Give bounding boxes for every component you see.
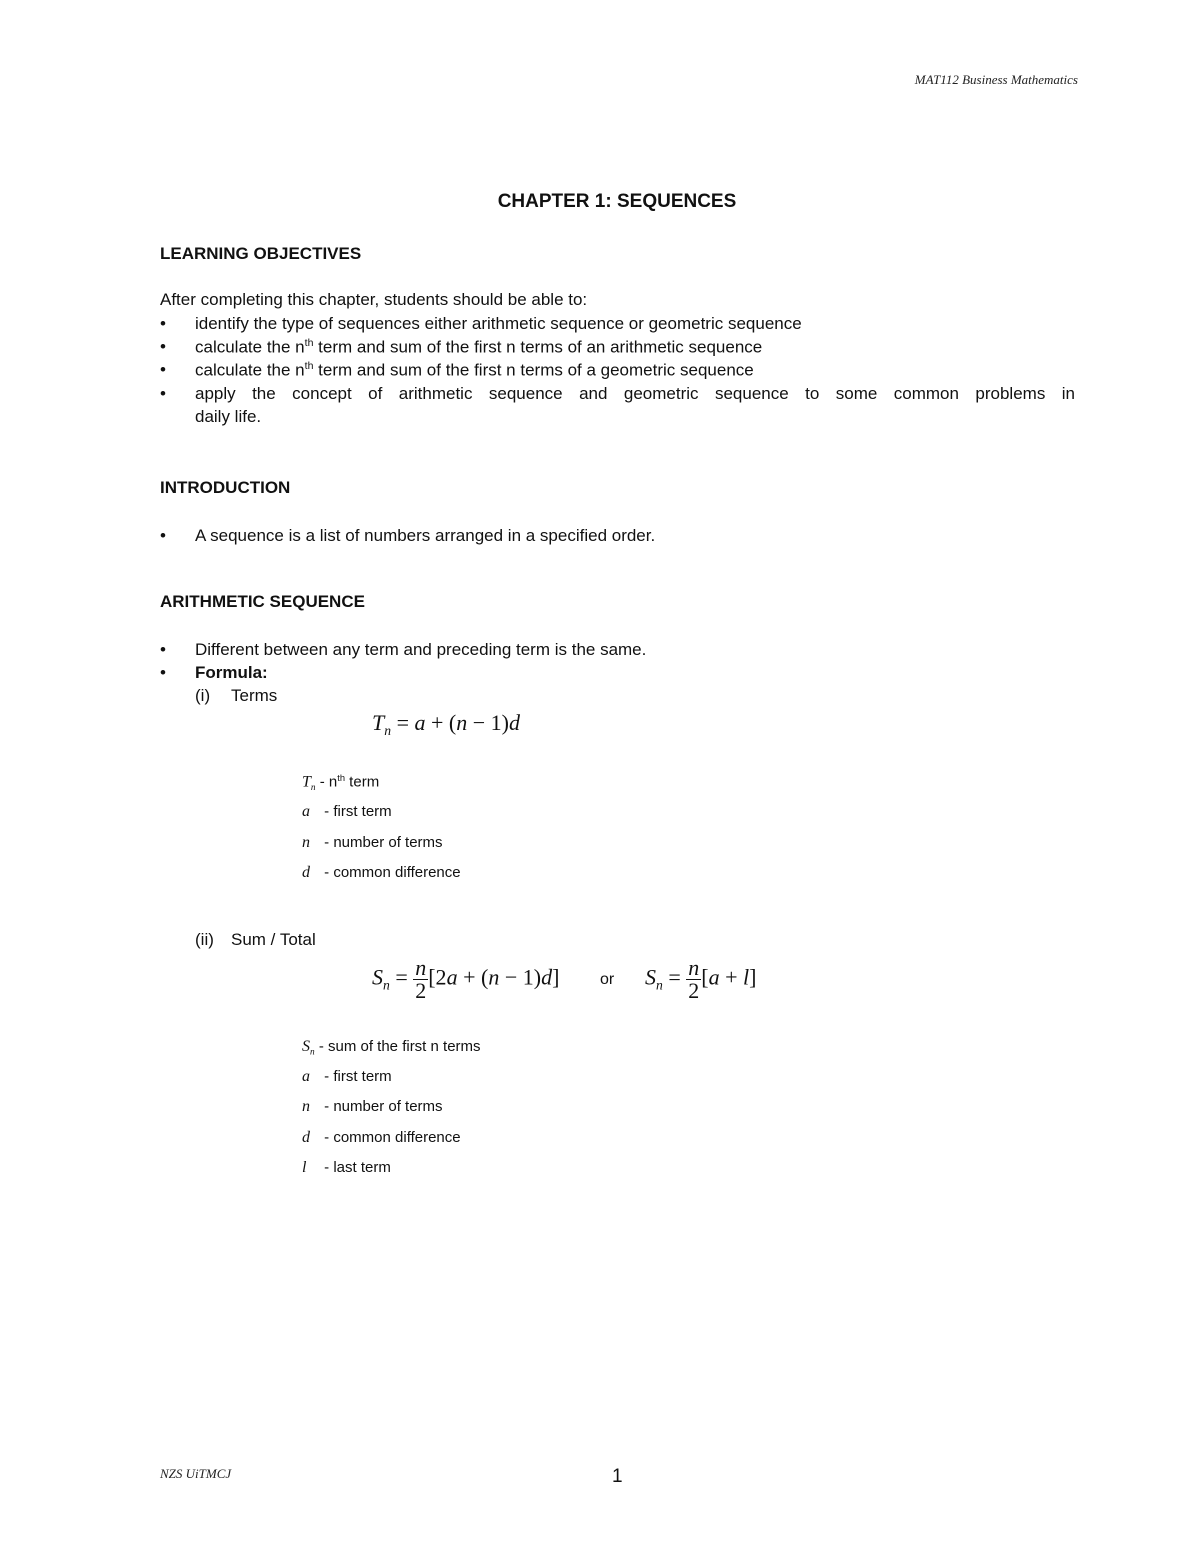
definition-row: a - first term (302, 803, 392, 820)
introduction-item-1: A sequence is a list of numbers arranged in a specified order. (195, 526, 656, 545)
sum-fraction-alt: $\frac{n}{2}$ (688, 955, 700, 1003)
footer-left: NZS UiTMCJ (160, 1466, 232, 1481)
bullet-icon: • (160, 360, 166, 379)
sum-label: Sum / Total (231, 930, 316, 949)
definition-row: l - last term (302, 1159, 391, 1176)
terms-label: Terms (231, 686, 278, 705)
definition-row: n - number of terms (302, 1098, 443, 1115)
introduction-heading: INTRODUCTION (160, 478, 291, 497)
running-header: MAT112 Business Mathematics (914, 72, 1078, 87)
objective-item-3: calculate the $n^{th}$ term and sum of the first n terms of a geometric sequence (195, 360, 754, 380)
chapter-title: CHAPTER 1: SEQUENCES (497, 191, 737, 212)
sum-formula: $S_n$ = $\frac{n}{2}$ [2a + (n − 1)d] (372, 955, 560, 1003)
terms-number: (i) (195, 686, 211, 705)
formula-label: Formula: (195, 663, 268, 682)
objectives-heading: LEARNING OBJECTIVES (160, 244, 362, 263)
objectives-intro: After completing this chapter, students should be able to: (160, 290, 588, 309)
sum-fraction: $\frac{n}{2}$ (415, 955, 427, 1003)
definition-row: n - number of terms (302, 834, 443, 851)
bullet-icon: • (160, 337, 166, 356)
objective-item-2: calculate the $n^{th}$ term and sum of the first n terms of an arithmetic sequence (195, 337, 763, 357)
bullet-icon: • (160, 384, 166, 403)
sum-number: (ii) (195, 930, 214, 949)
bullet-icon: • (160, 663, 166, 682)
bullet-icon: • (160, 314, 166, 333)
definition-row: $T_n - n^{th}$ term (302, 773, 380, 793)
bullet-icon: • (160, 640, 166, 659)
definition-row: d - common difference (302, 864, 461, 881)
definition-row: a - first term (302, 1068, 392, 1085)
terms-formula: $T_n = a + (n - 1)d$ (372, 710, 520, 738)
sum-formula-alt: $S_n$ = $\frac{n}{2}$ [a + l] (645, 955, 757, 1003)
page-number: 1 (612, 1466, 623, 1487)
or-label: or (600, 971, 615, 988)
arithmetic-heading: ARITHMETIC SEQUENCE (160, 592, 365, 611)
objective-item-4-line-1: apply the concept of arithmetic sequence and geometric sequence to some common problems in (195, 384, 1075, 403)
objective-item-1: identify the type of sequences either arithmetic sequence or geometric sequence (195, 314, 802, 333)
definition-row: $S_n$ - sum of the first n terms (302, 1038, 481, 1058)
bullet-icon: • (160, 526, 166, 545)
definition-row: d - common difference (302, 1129, 461, 1146)
objective-item-4-line-2: daily life. (195, 407, 262, 426)
arithmetic-item-1: Different between any term and preceding term is the same. (195, 640, 647, 659)
